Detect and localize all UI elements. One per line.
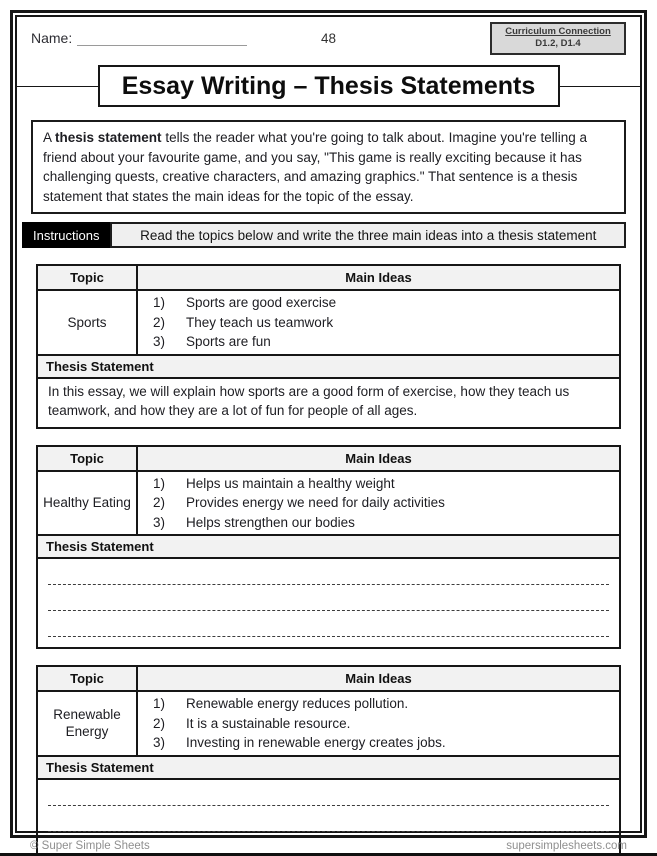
- idea-text: Helps strengthen our bodies: [186, 514, 355, 530]
- table-header-row: [38, 266, 619, 291]
- main-idea-item: [153, 474, 611, 494]
- idea-text: Helps us maintain a healthy weight: [186, 475, 395, 491]
- thesis-statement-header: Thesis Statement: [38, 536, 619, 559]
- intro-text-lead: A: [43, 130, 56, 145]
- main-ideas-cell: [136, 472, 619, 535]
- writing-line[interactable]: [48, 559, 609, 585]
- main-idea-item: [153, 313, 611, 333]
- main-idea-item: [153, 332, 611, 352]
- idea-number: 2): [153, 495, 166, 510]
- main-idea-item: [153, 733, 611, 753]
- idea-number: 3): [153, 514, 166, 530]
- main-ideas-column-header: Main Ideas: [136, 447, 619, 470]
- main-idea-item: [153, 513, 611, 533]
- idea-text: Sports are fun: [186, 334, 271, 349]
- thesis-statement-header: Thesis Statement: [38, 757, 619, 780]
- topic-table-healthy-eating: [36, 445, 621, 650]
- main-ideas-column-header: Main Ideas: [136, 266, 619, 289]
- idea-number: 3): [153, 334, 166, 349]
- main-ideas-column-header: Main Ideas: [136, 667, 619, 690]
- curriculum-connection-box: [490, 22, 626, 55]
- page-title: Essay Writing – Thesis Statements: [98, 65, 560, 107]
- thesis-example-text: In this essay, we will explain how sports are a good form of exercise, how they teach us teamwork, and how they are a lot of fun for people of all ages.: [48, 383, 570, 418]
- table-header-row: [38, 447, 619, 472]
- topic-table-sports: [36, 264, 621, 429]
- idea-number: 1): [153, 696, 166, 711]
- instructions-label: Instructions: [22, 222, 110, 248]
- footer-copyright: © Super Simple Sheets: [30, 840, 150, 852]
- main-ideas-cell: [136, 692, 619, 755]
- topic-table-renewable-energy: [36, 665, 621, 856]
- curriculum-connection-title: Curriculum Connection: [505, 25, 611, 37]
- writing-line[interactable]: [48, 585, 609, 611]
- writing-line[interactable]: [48, 780, 609, 806]
- worksheet-inner: [15, 15, 642, 833]
- main-idea-item: [153, 493, 611, 513]
- topic-column-header: Topic: [70, 671, 104, 686]
- idea-number: 3): [153, 735, 166, 750]
- header-row: [31, 22, 626, 54]
- table-body-row: [38, 692, 619, 757]
- main-idea-item: [153, 714, 611, 734]
- topic-cell: Renewable Energy: [53, 707, 121, 740]
- topic-column-header: Topic: [70, 270, 104, 285]
- title-band: [31, 65, 626, 107]
- writing-line[interactable]: [48, 611, 609, 637]
- worksheet-frame: [10, 10, 647, 838]
- idea-text: Investing in renewable energy creates jobs.: [186, 735, 446, 750]
- name-label: Name:: [31, 30, 73, 46]
- writing-line[interactable]: [48, 806, 609, 832]
- idea-text: It is a sustainable resource.: [186, 715, 351, 731]
- page-footer: [30, 840, 627, 852]
- main-idea-item: [153, 694, 611, 714]
- intro-text-bold: thesis statement: [55, 130, 162, 145]
- idea-number: 2): [153, 314, 166, 330]
- instructions-bar: [22, 222, 626, 248]
- table-body-row: [38, 472, 619, 537]
- topic-cell: Healthy Eating: [43, 495, 131, 511]
- thesis-statement-header: Thesis Statement: [38, 356, 619, 379]
- thesis-answer-area: [38, 559, 619, 647]
- idea-text: Sports are good exercise: [186, 295, 337, 310]
- topic-cell: Sports: [67, 314, 107, 330]
- main-idea-item: [153, 293, 611, 313]
- idea-number: 1): [153, 475, 166, 491]
- intro-text-rest: tells the reader what you're going to talk about. Imagine you're telling a friend about your favourite game, and you say, "This game is really exciting because it has challenging quests, creative characters, and amazing graphics." That sentence is a thesis statement that states the main ideas for the topic of the essay.: [43, 130, 587, 204]
- footer-website: supersimplesheets.com: [506, 840, 627, 852]
- topic-column-header: Topic: [70, 450, 104, 466]
- instructions-text: Read the topics below and write the three main ideas into a thesis statement: [110, 222, 626, 248]
- idea-number: 1): [153, 295, 166, 310]
- table-body-row: [38, 291, 619, 356]
- idea-number: 2): [153, 715, 166, 731]
- intro-box: [31, 120, 626, 214]
- curriculum-connection-codes: D1.2, D1.4: [535, 37, 581, 49]
- idea-text: Renewable energy reduces pollution.: [186, 696, 409, 711]
- page-number: 48: [320, 30, 337, 46]
- idea-text: They teach us teamwork: [186, 314, 334, 330]
- idea-text: Provides energy we need for daily activities: [186, 495, 445, 510]
- main-ideas-cell: [136, 291, 619, 354]
- table-header-row: [38, 667, 619, 692]
